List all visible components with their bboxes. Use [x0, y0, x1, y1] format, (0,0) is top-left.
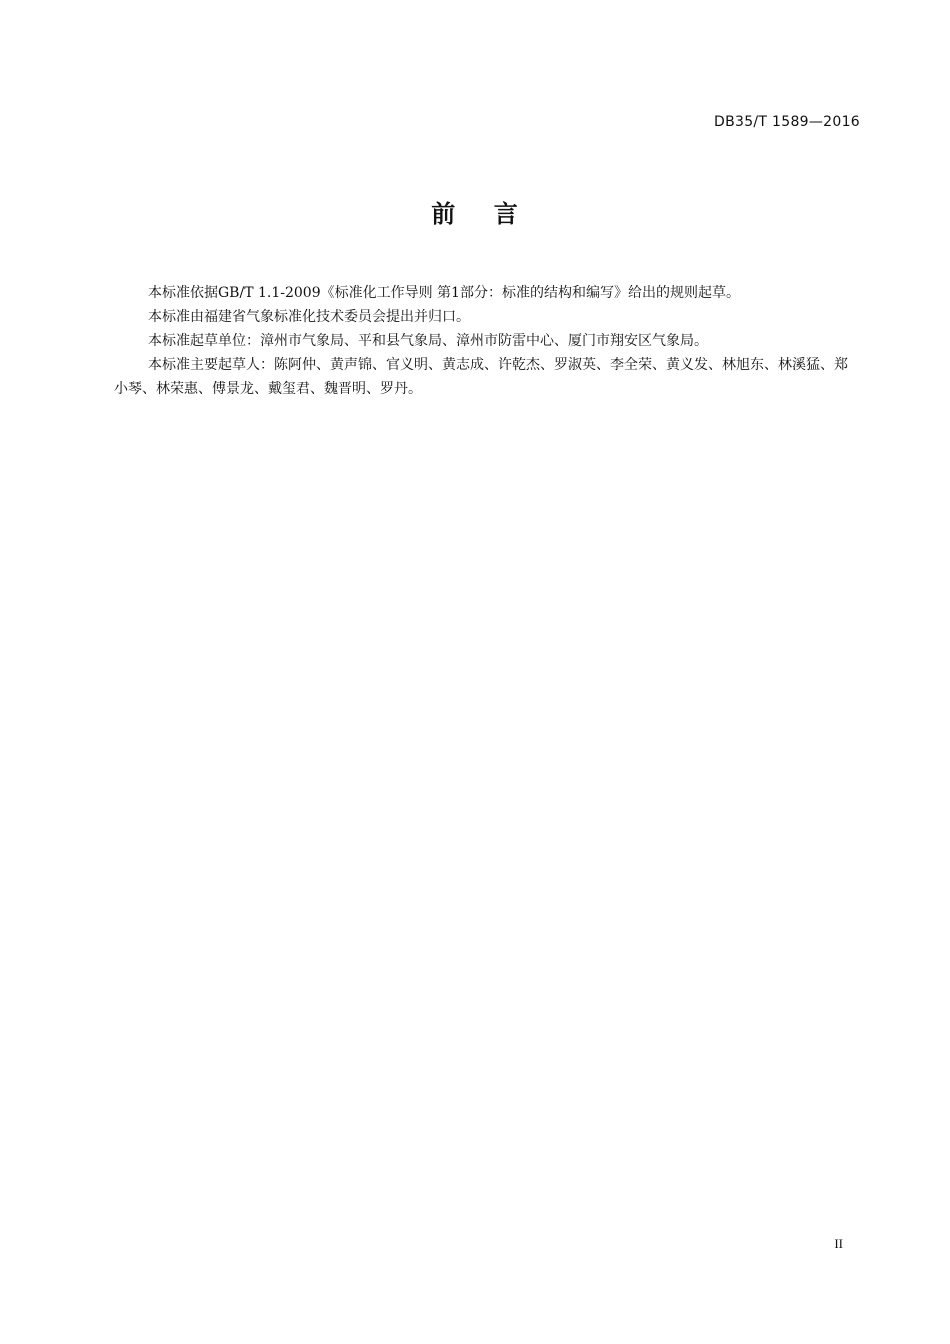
- document-code: DB35/T 1589—2016: [714, 114, 860, 130]
- paragraph-drafting-units: 本标准起草单位：漳州市气象局、平和县气象局、漳州市防雷中心、厦门市翔安区气象局。: [148, 333, 708, 349]
- foreword-body: [114, 281, 860, 401]
- paragraph-drafters: 本标准主要起草人：陈阿仲、黄声锦、官义明、黄志成、许乾杰、罗淑英、李全荣、黄义发、林旭东、林溪猛、郑小琴、林荣惠、傅景龙、戴玺君、魏晋明、罗丹。: [114, 357, 848, 397]
- paragraph-proposer: 本标准由福建省气象标准化技术委员会提出并归口。: [148, 309, 470, 325]
- page-title: 前 言: [431, 200, 519, 228]
- page-number: II: [834, 1236, 843, 1251]
- paragraph-drafting-rules: 本标准依据GB/T 1.1-2009《标准化工作导则 第1部分：标准的结构和编写》给出的规则起草。: [148, 285, 740, 301]
